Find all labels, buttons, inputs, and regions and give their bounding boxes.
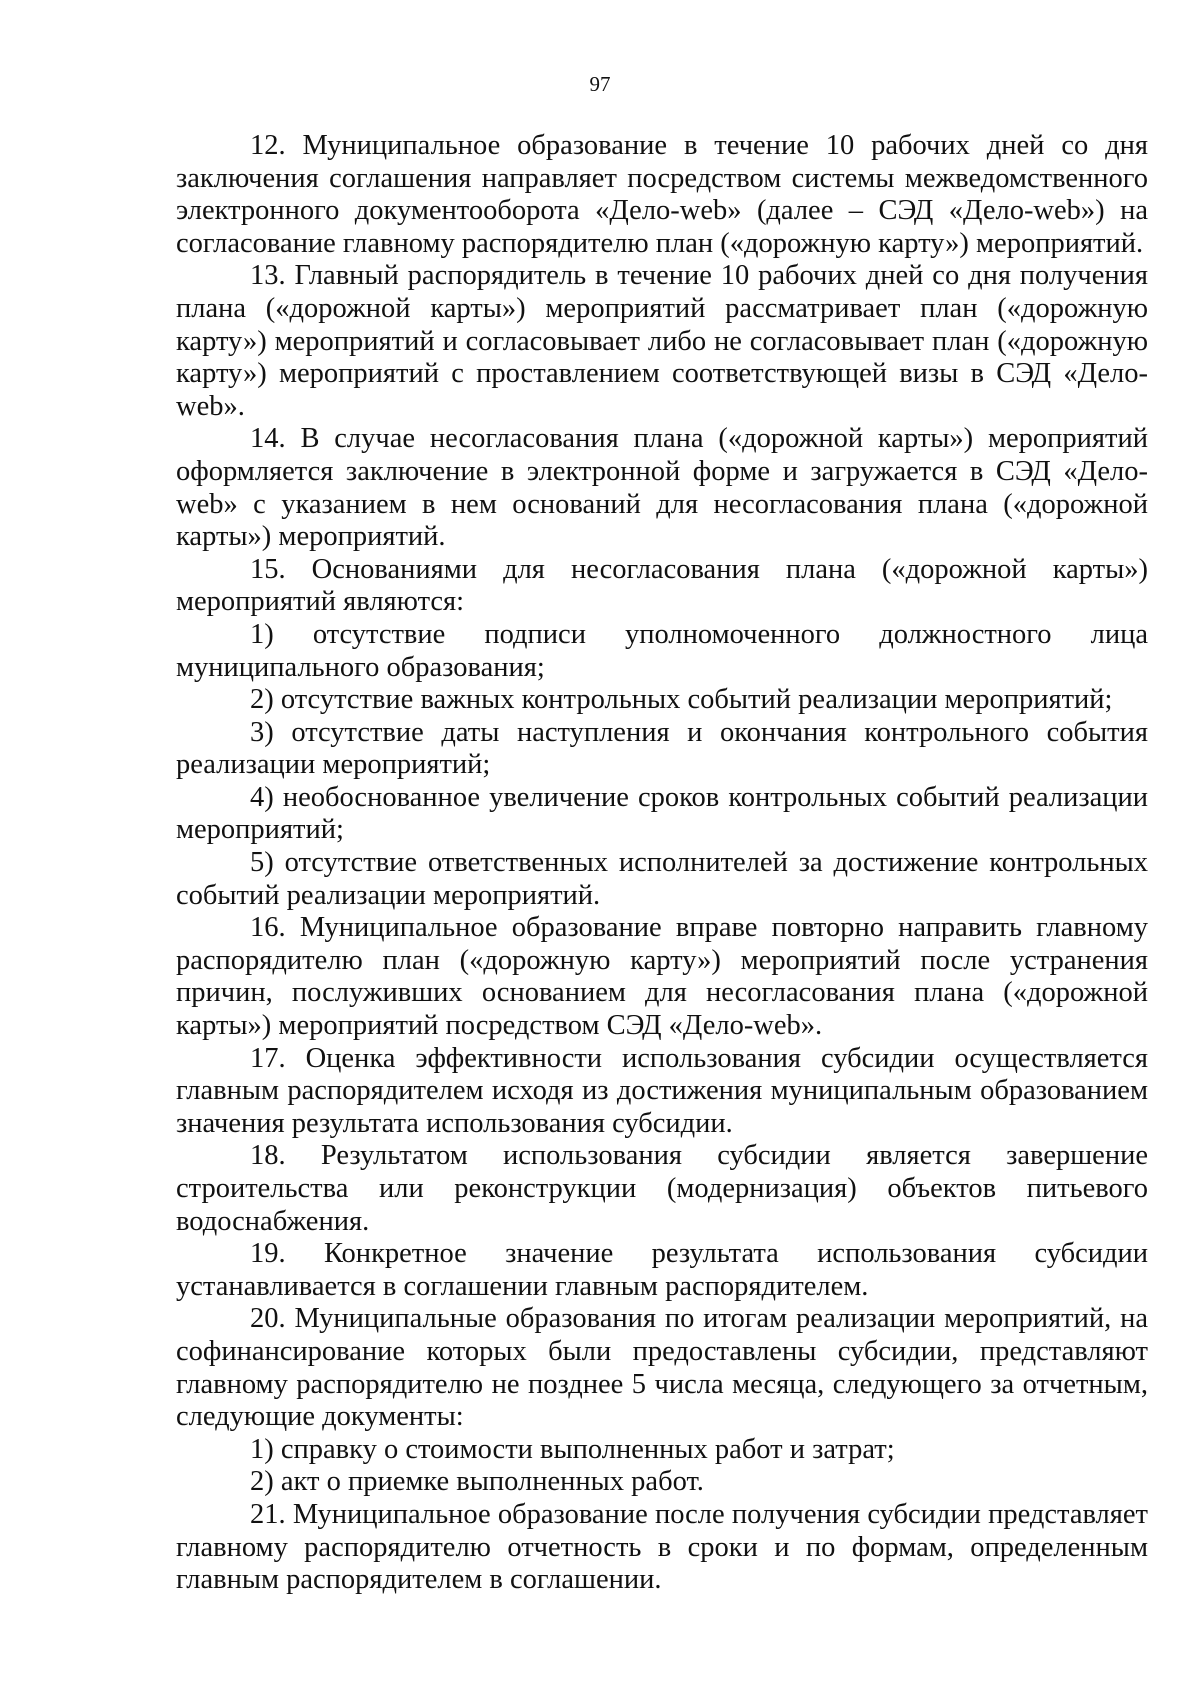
- paragraph-20: 20. Муниципальные образования по итогам реализации мероприятий, на софинансирование которых были предоставлены субсидии, представляют главному распорядителю не позднее 5 числа месяца, следующего за отчетным, следующие документы:: [176, 1303, 1148, 1433]
- paragraph-12: 12. Муниципальное образование в течение 10 рабочих дней со дня заключения соглашения направляет посредством системы межведомственного электронного документооборота «Дело-web» (далее – СЭД «Дело-web») на согласование главному распорядителю план («дорожную карту») мероприятий.: [176, 130, 1148, 259]
- list-item-15-3: 3) отсутствие даты наступления и окончания контрольного события реализации мероприятий;: [176, 716, 1148, 781]
- list-item-15-1: 1) отсутствие подписи уполномоченного должностного лица муниципального образования;: [176, 618, 1148, 683]
- list-item-15-2: 2) отсутствие важных контрольных событий реализации мероприятий;: [250, 684, 1113, 716]
- paragraph-15: 15. Основаниями для несогласования плана («дорожной карты») мероприятий являются:: [176, 553, 1148, 618]
- list-item-15-4: 4) необоснованное увеличение сроков контрольных событий реализации мероприятий;: [176, 781, 1148, 846]
- paragraph-17: 17. Оценка эффективности использования субсидии осуществляется главным распорядителем исходя из достижения муниципальным образованием значения результата использования субсидии.: [176, 1042, 1148, 1139]
- paragraph-13: 13. Главный распорядитель в течение 10 рабочих дней со дня получения плана («дорожной карты») мероприятий рассматривает план («дорожную карту») мероприятий и согласовывает либо не согласовывает план («дорожную карту») мероприятий с проставлением соответствующей визы в СЭД «Дело-web».: [176, 260, 1148, 422]
- list-item-20-2: 2) акт о приемке выполненных работ.: [250, 1466, 704, 1498]
- paragraph-18: 18. Результатом использования субсидии является завершение строительства или реконструкции (модернизация) объектов питьевого водоснабжения.: [176, 1140, 1148, 1237]
- list-item-20-1: 1) справку о стоимости выполненных работ и затрат;: [250, 1433, 895, 1465]
- page-number: 97: [589, 72, 611, 96]
- paragraph-19: 19. Конкретное значение результата использования субсидии устанавливается в соглашении главным распорядителем.: [176, 1238, 1148, 1302]
- paragraph-14: 14. В случае несогласования плана («дорожной карты») мероприятий оформляется заключение в электронной форме и загружается в СЭД «Дело-web» с указанием в нем оснований для несогласования плана («дорожной карты») мероприятий.: [176, 423, 1148, 553]
- paragraph-21: 21. Муниципальное образование после получения субсидии представляет главному распорядителю отчетность в сроки и по формам, определенным главным распорядителем в соглашении.: [176, 1498, 1148, 1596]
- list-item-15-5: 5) отсутствие ответственных исполнителей за достижение контрольных событий реализации мероприятий.: [176, 847, 1148, 911]
- paragraph-16: 16. Муниципальное образование вправе повторно направить главному распорядителю план («дорожную карту») мероприятий после устранения причин, послуживших основанием для несогласования плана («дорожной карты») мероприятий посредством СЭД «Дело-web».: [176, 912, 1148, 1042]
- document-body: [176, 130, 1148, 1597]
